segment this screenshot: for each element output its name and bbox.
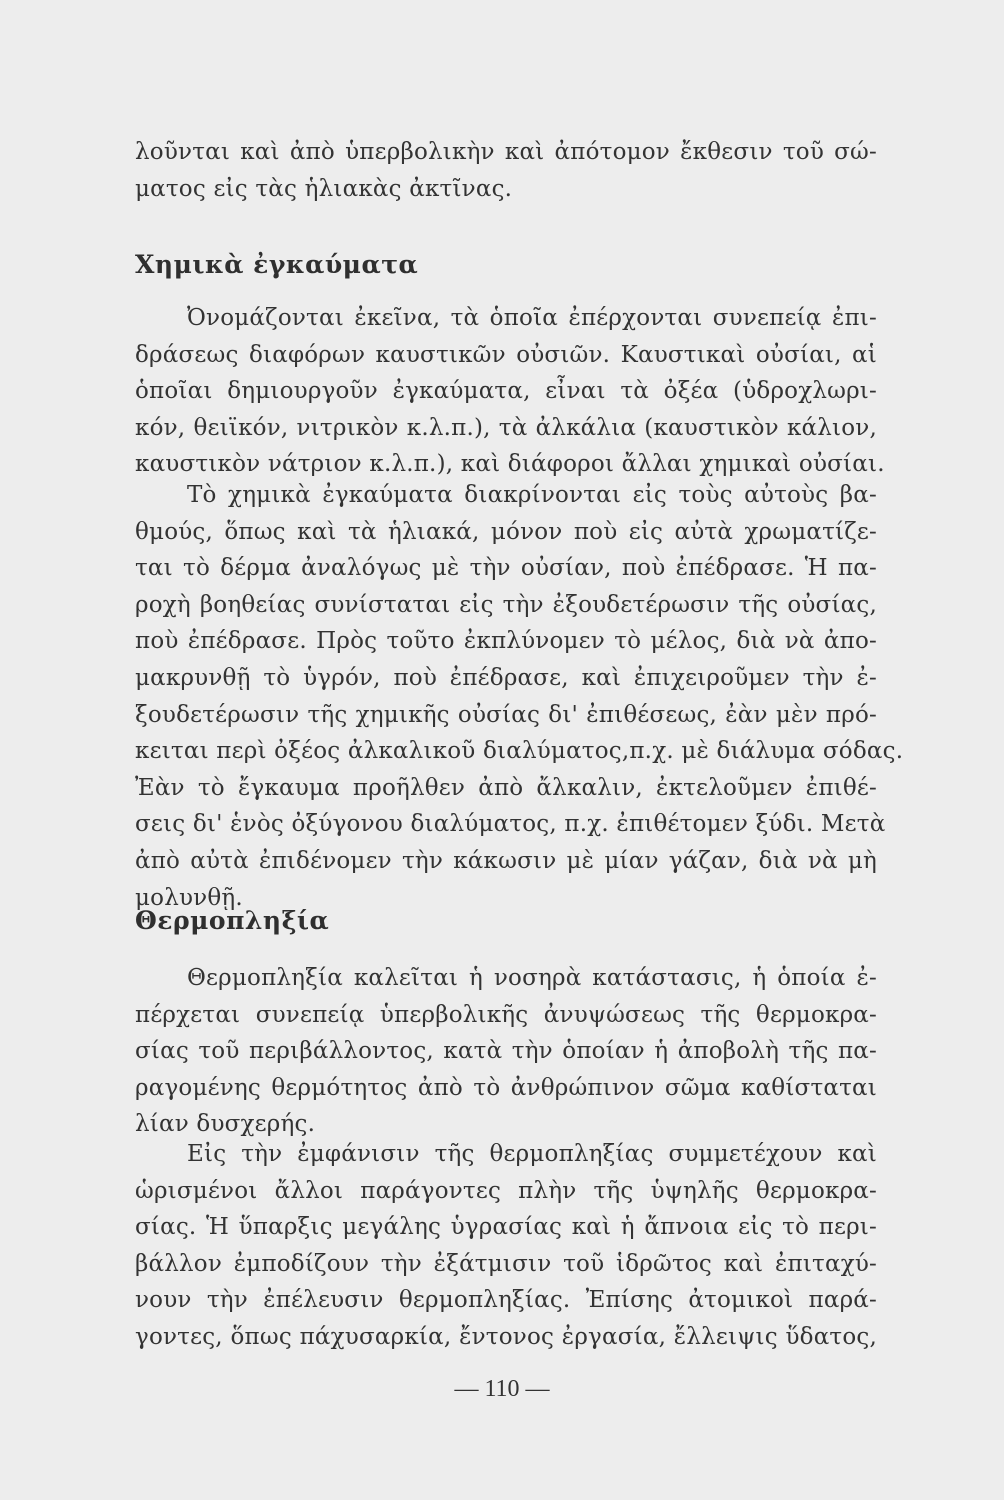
text-line: σίας τοῦ περιβάλλοντος, κατὰ τὴν ὁποίαν ἡ ἀποβολὴ τῆς πα- bbox=[135, 1038, 877, 1065]
text-line: σεις δι' ἑνὸς ὀξύγονου διαλύματος, π.χ. ἐπιθέτομεν ξύδι. Μετὰ bbox=[135, 811, 886, 838]
text-line: καυστικὸν νάτριον κ.λ.π.), καὶ διάφοροι ἄλλαι χημικαὶ οὐσίαι. bbox=[135, 451, 885, 478]
text-line: σίας. Ἡ ὕπαρξις μεγάλης ὑγρασίας καὶ ἡ ἄπνοια εἰς τὸ περι- bbox=[135, 1214, 877, 1241]
heatstroke-paragraph-1 bbox=[135, 960, 877, 1143]
text-line: Ἐὰν τὸ ἔγκαυμα προῆλθεν ἀπὸ ἄλκαλιν, ἐκτελοῦμεν ἐπιθέ- bbox=[135, 774, 877, 801]
text-line: ἀπὸ αὐτὰ ἐπιδένομεν τὴν κάκωσιν μὲ μίαν γάζαν, διὰ νὰ μὴ bbox=[135, 847, 877, 874]
text-line: κόν, θειϊκόν, νιτρικὸν κ.λ.π.), τὰ ἀλκάλια (καυστικὸν κάλιον, bbox=[135, 414, 877, 441]
text-line: νουν τὴν ἐπέλευσιν θερμοπληξίας. Ἐπίσης ἀτομικοὶ παρά- bbox=[135, 1287, 877, 1314]
text-line: λίαν δυσχερής. bbox=[135, 1111, 316, 1138]
text-line: Τὸ χημικὰ ἐγκαύματα διακρίνονται εἰς τοὺς αὐτοὺς βα- bbox=[187, 482, 877, 508]
text-line: κειται περὶ ὀξέος ἀλκαλικοῦ διαλύματος,π.χ. μὲ διάλυμα σόδας. bbox=[135, 738, 904, 765]
text-line: λοῦνται καὶ ἀπὸ ὑπερβολικὴν καὶ ἀπότομον ἔκθεσιν τοῦ σώ- bbox=[135, 139, 877, 165]
text-line: μολυνθῇ. bbox=[135, 884, 243, 911]
text-line: ὁποῖαι δημιουργοῦν ἐγκαύματα, εἶναι τὰ ὀξέα (ὑδροχλωρι- bbox=[135, 378, 877, 405]
text-line: Εἰς τὴν ἐμφάνισιν τῆς θερμοπληξίας συμμετέχουν καὶ bbox=[187, 1141, 877, 1167]
heatstroke-paragraph-2 bbox=[135, 1136, 877, 1356]
text-line: ποὺ ἐπέδρασε. Πρὸς τοῦτο ἐκπλύνομεν τὸ μέλος, διὰ νὰ ἀπο- bbox=[135, 628, 877, 655]
text-line: βάλλον ἐμποδίζουν τὴν ἐξάτμισιν τοῦ ἱδρῶτος καὶ ἐπιταχύ- bbox=[135, 1250, 877, 1277]
text-line: ὡρισμένοι ἄλλοι παράγοντες πλὴν τῆς ὑψηλῆς θερμοκρα- bbox=[135, 1177, 877, 1204]
text-line: Θερμοπληξία καλεῖται ἡ νοσηρὰ κατάστασις, ἡ ὁποία ἐ- bbox=[187, 965, 877, 991]
text-line: γοντες, ὅπως πάχυσαρκία, ἔντονος ἐργασία, ἔλλειψις ὕδατος, bbox=[135, 1323, 877, 1350]
text-line: μακρυνθῇ τὸ ὑγρόν, ποὺ ἐπέδρασε, καὶ ἐπιχειροῦμεν τὴν ἐ- bbox=[135, 664, 877, 691]
text-line: ματος εἰς τὰς ἡλιακὰς ἀκτῖνας. bbox=[135, 175, 513, 202]
text-line: ται τὸ δέρμα ἀναλόγως μὲ τὴν οὐσίαν, ποὺ ἐπέδρασε. Ἡ πα- bbox=[135, 555, 877, 582]
text-line: πέρχεται συνεπείᾳ ὑπερβολικῆς ἀνυψώσεως τῆς θερμοκρα- bbox=[135, 1001, 877, 1028]
text-line: δράσεως διαφόρων καυστικῶν οὐσιῶν. Καυστικαὶ οὐσίαι, αἱ bbox=[135, 341, 877, 368]
chemical-burns-paragraph-1 bbox=[135, 300, 885, 483]
text-line: θμούς, ὅπως καὶ τὰ ἡλιακά, μόνον ποὺ εἰς αὐτὰ χρωματίζε- bbox=[135, 518, 877, 545]
intro-paragraph bbox=[135, 134, 877, 207]
text-line: ροχὴ βοηθείας συνίσταται εἰς τὴν ἐξουδετέρωσιν τῆς οὐσίας, bbox=[135, 591, 877, 618]
text-line: Ὀνομάζονται ἐκεῖνα, τὰ ὁποῖα ἐπέρχονται συνεπείᾳ ἐπι- bbox=[187, 305, 877, 331]
section-heading-heatstroke: Θερμοπληξία bbox=[135, 906, 330, 935]
text-line: ξουδετέρωσιν τῆς χημικῆς οὐσίας δι' ἐπιθέσεως, ἐὰν μὲν πρό- bbox=[135, 701, 877, 728]
page-number: — 110 — bbox=[454, 1376, 550, 1402]
section-heading-chemical-burns: Χημικὰ ἐγκαύματα bbox=[135, 250, 419, 279]
text-line: ραγομένης θερμότητος ἀπὸ τὸ ἀνθρώπινον σῶμα καθίσταται bbox=[135, 1074, 877, 1101]
chemical-burns-paragraph-2 bbox=[135, 477, 904, 916]
